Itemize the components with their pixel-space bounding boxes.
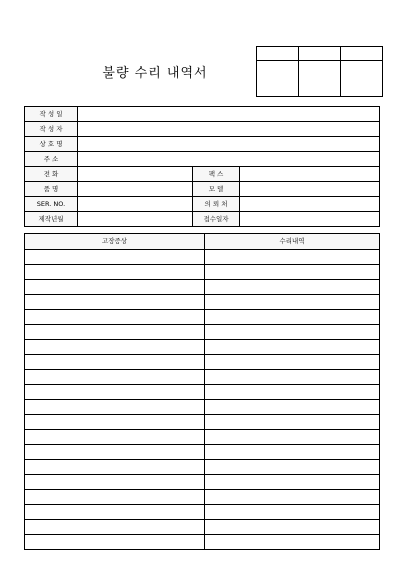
repair-table [24,233,380,550]
repair-detail-cell [205,280,380,295]
info-label: 품 명 [25,182,78,197]
table-row [25,520,380,535]
info-label: 전 화 [25,167,78,182]
info-label: 팩 스 [193,167,240,182]
repair-header-row [25,234,380,250]
symptom-cell [25,385,205,400]
repair-detail-cell [205,340,380,355]
document-title: 불량 수리 내역서 [102,66,208,81]
info-value-cell [78,152,380,167]
symptom-cell [25,355,205,370]
repair-body [25,250,380,550]
symptom-cell [25,400,205,415]
info-label: 상 호 명 [25,137,78,152]
repair-detail-cell [205,295,380,310]
table-row [25,475,380,490]
table-row [25,400,380,415]
repair-detail-cell [205,445,380,460]
info-value-cell [240,167,380,182]
info-value-cell [240,182,380,197]
approval-sign-cell [299,61,341,97]
info-table [24,106,380,227]
table-row [25,430,380,445]
table-row [25,340,380,355]
symptom-cell [25,535,205,550]
info-row [25,152,380,167]
info-label: 제작년월 [25,212,78,227]
repair-detail-cell [205,310,380,325]
table-row [25,415,380,430]
approval-header-cell [257,47,299,61]
table-row [25,310,380,325]
info-label: SER. NO. [25,197,78,212]
symptom-cell [25,460,205,475]
approval-sign-cell [257,61,299,97]
repair-detail-cell [205,355,380,370]
approval-header-cell [341,47,383,61]
repair-detail-cell [205,505,380,520]
repair-detail-cell [205,325,380,340]
info-value-cell [78,212,193,227]
symptom-cell [25,415,205,430]
table-row [25,535,380,550]
info-label: 작 성 일 [25,107,78,122]
table-row [25,460,380,475]
info-row [25,212,380,227]
info-label: 의 뢰 처 [193,197,240,212]
symptom-cell [25,295,205,310]
info-value-cell [240,212,380,227]
table-row [25,280,380,295]
repair-detail-cell [205,475,380,490]
symptom-cell [25,310,205,325]
repair-detail-cell [205,415,380,430]
info-row [25,197,380,212]
symptom-cell [25,325,205,340]
table-row [25,490,380,505]
info-row [25,122,380,137]
symptom-cell [25,265,205,280]
symptom-cell [25,340,205,355]
info-label: 주 소 [25,152,78,167]
repair-detail-cell [205,265,380,280]
table-row [25,265,380,280]
symptom-cell [25,370,205,385]
info-value-cell [78,167,193,182]
info-row [25,167,380,182]
info-label: 작 성 자 [25,122,78,137]
info-row [25,182,380,197]
repair-detail-cell [205,490,380,505]
repair-detail-cell [205,385,380,400]
repair-detail-header: 수리내역 [205,234,380,250]
repair-detail-cell [205,535,380,550]
info-label: 접수일자 [193,212,240,227]
info-row [25,137,380,152]
info-value-cell [78,182,193,197]
symptom-cell [25,250,205,265]
info-value-cell [78,197,193,212]
table-row [25,505,380,520]
repair-detail-cell [205,520,380,535]
repair-detail-cell [205,400,380,415]
info-label: 모 델 [193,182,240,197]
approval-header-cell [299,47,341,61]
symptom-cell [25,280,205,295]
symptom-cell [25,430,205,445]
info-value-cell [78,122,380,137]
info-value-cell [240,197,380,212]
symptom-cell [25,505,205,520]
info-row [25,107,380,122]
repair-detail-cell [205,430,380,445]
info-value-cell [78,137,380,152]
approval-sign-cell [341,61,383,97]
symptom-cell [25,475,205,490]
repair-detail-cell [205,370,380,385]
symptom-cell [25,490,205,505]
symptom-header: 고장증상 [25,234,205,250]
table-row [25,250,380,265]
symptom-cell [25,445,205,460]
table-row [25,370,380,385]
symptom-cell [25,520,205,535]
repair-detail-cell [205,460,380,475]
info-value-cell [78,107,380,122]
table-row [25,385,380,400]
table-row [25,295,380,310]
repair-detail-cell [205,250,380,265]
table-row [25,325,380,340]
table-row [25,445,380,460]
approval-box [256,46,383,97]
table-row [25,355,380,370]
